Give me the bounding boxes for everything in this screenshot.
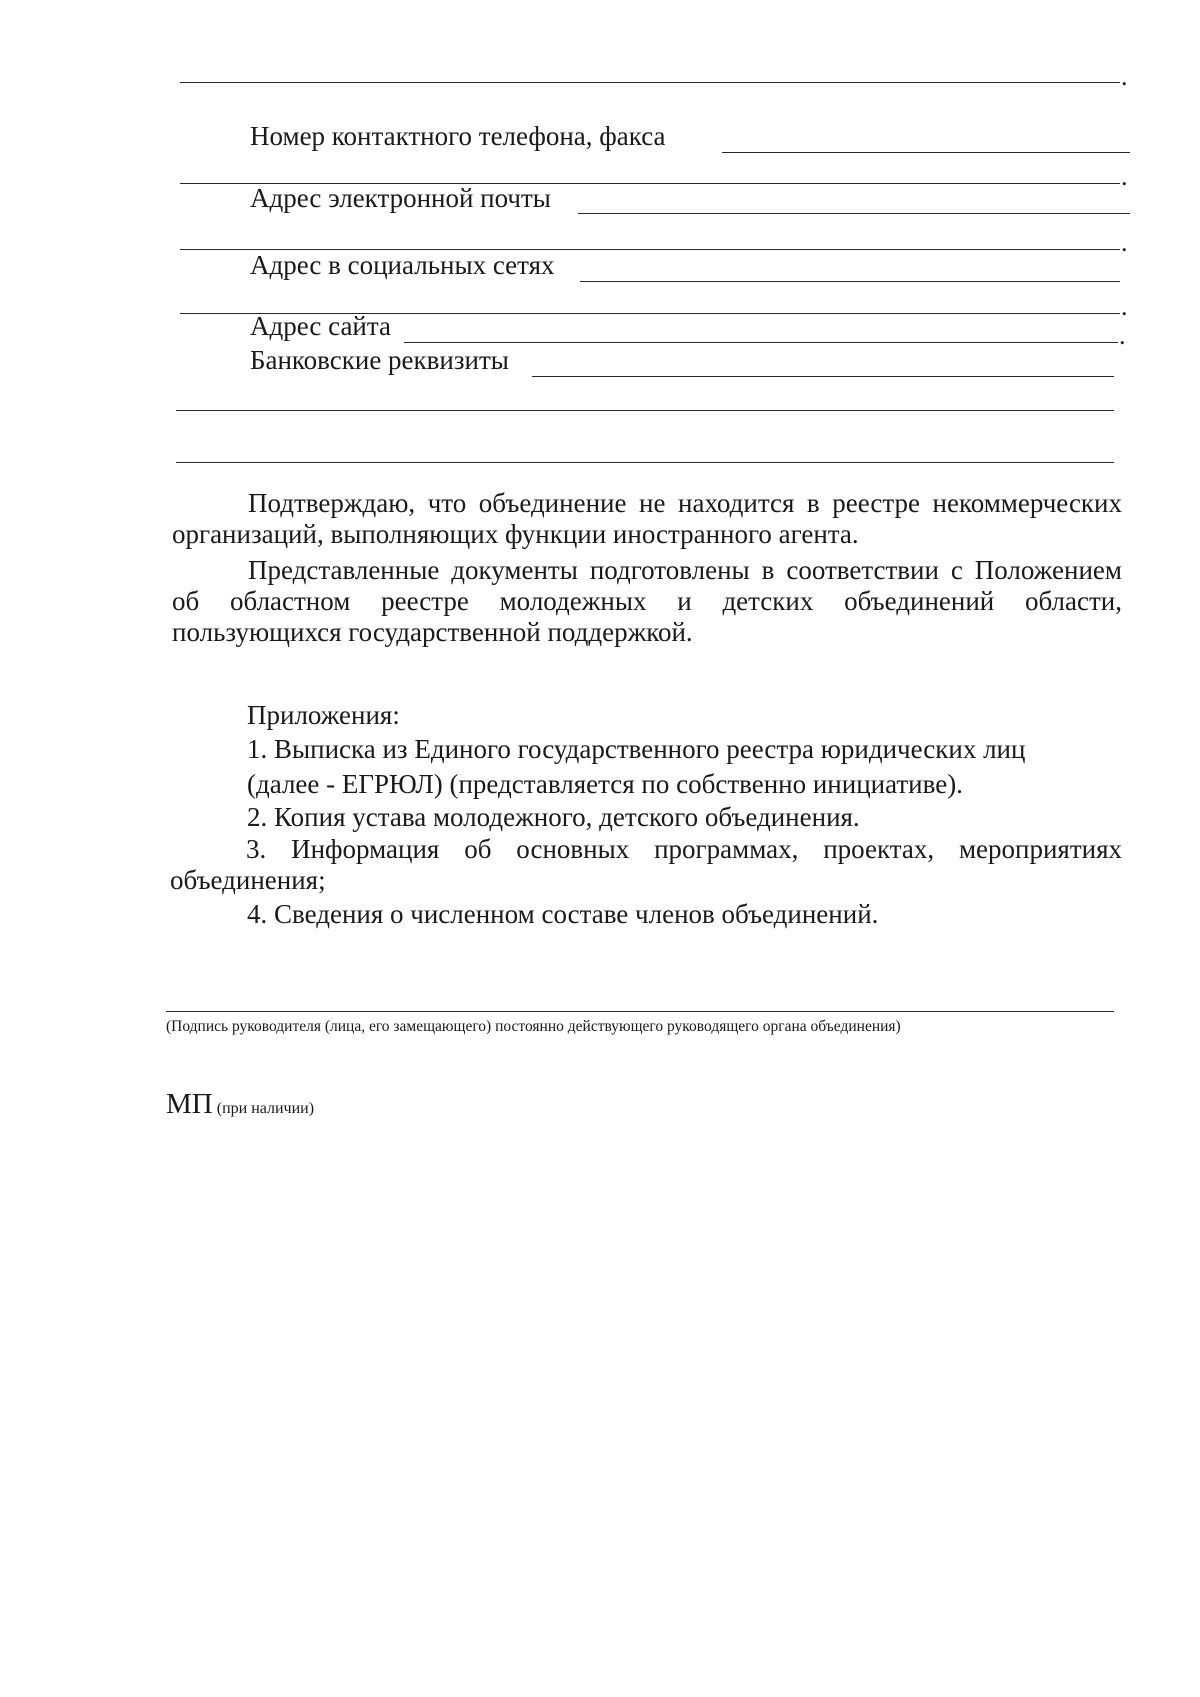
line-end-dot: . — [1121, 62, 1128, 91]
bank-line-2[interactable] — [176, 410, 1114, 411]
stamp-note: (при наличии) — [216, 1100, 315, 1117]
signature-line[interactable] — [166, 1011, 1114, 1012]
email-label: Адрес электронной почты — [250, 183, 551, 213]
site-label: Адрес сайта — [250, 311, 391, 341]
site-field-line[interactable] — [404, 342, 1118, 343]
blank-line-top[interactable] — [180, 82, 1120, 83]
bank-label: Банковские реквизиты — [250, 345, 509, 375]
attachment-item-1-line-2: (далее - ЕГРЮЛ) (представляется по собственно инициативе). — [247, 769, 963, 799]
stamp-placeholder — [166, 1088, 314, 1121]
attachment-item-1-line-1: 1. Выписка из Единого государственного реестра юридических лиц — [247, 734, 1026, 764]
email-field-line[interactable] — [578, 213, 1130, 214]
attachment-item-2: 2. Копия устава молодежного, детского объединения. — [247, 802, 860, 832]
line-end-dot: . — [1119, 321, 1126, 350]
line-end-dot: . — [1121, 162, 1128, 191]
attachment-item-4: 4. Сведения о численном составе членов объединений. — [247, 899, 879, 929]
bank-field-line[interactable] — [532, 376, 1114, 377]
attachment-item-3: 3. Информация об основных программах, проектах, мероприятиях объединения; — [170, 834, 1122, 895]
social-label: Адрес в социальных сетях — [250, 250, 555, 280]
line-end-dot: . — [1121, 228, 1128, 257]
bank-line-3[interactable] — [176, 462, 1114, 463]
confirm-paragraph-2: Представленные документы подготовлены в соответствии с Положением об областном реестре молодежных и детских объединений области, пользующихся государственной поддержкой. — [172, 555, 1122, 647]
line-end-dot: . — [1121, 292, 1128, 321]
attachments-heading: Приложения: — [247, 700, 400, 730]
confirm-paragraph-1: Подтверждаю, что объединение не находится в реестре некоммерческих организаций, выполняющих функции иностранного агента. — [172, 488, 1122, 549]
signature-caption: (Подпись руководителя (лица, его замещающего) постоянно действующего руководящего органа объединения) — [166, 1018, 901, 1035]
phone-field-line[interactable] — [722, 152, 1130, 153]
stamp-mp: МП — [166, 1088, 213, 1120]
social-field-line[interactable] — [580, 281, 1120, 282]
phone-label: Номер контактного телефона, факса — [250, 121, 666, 151]
